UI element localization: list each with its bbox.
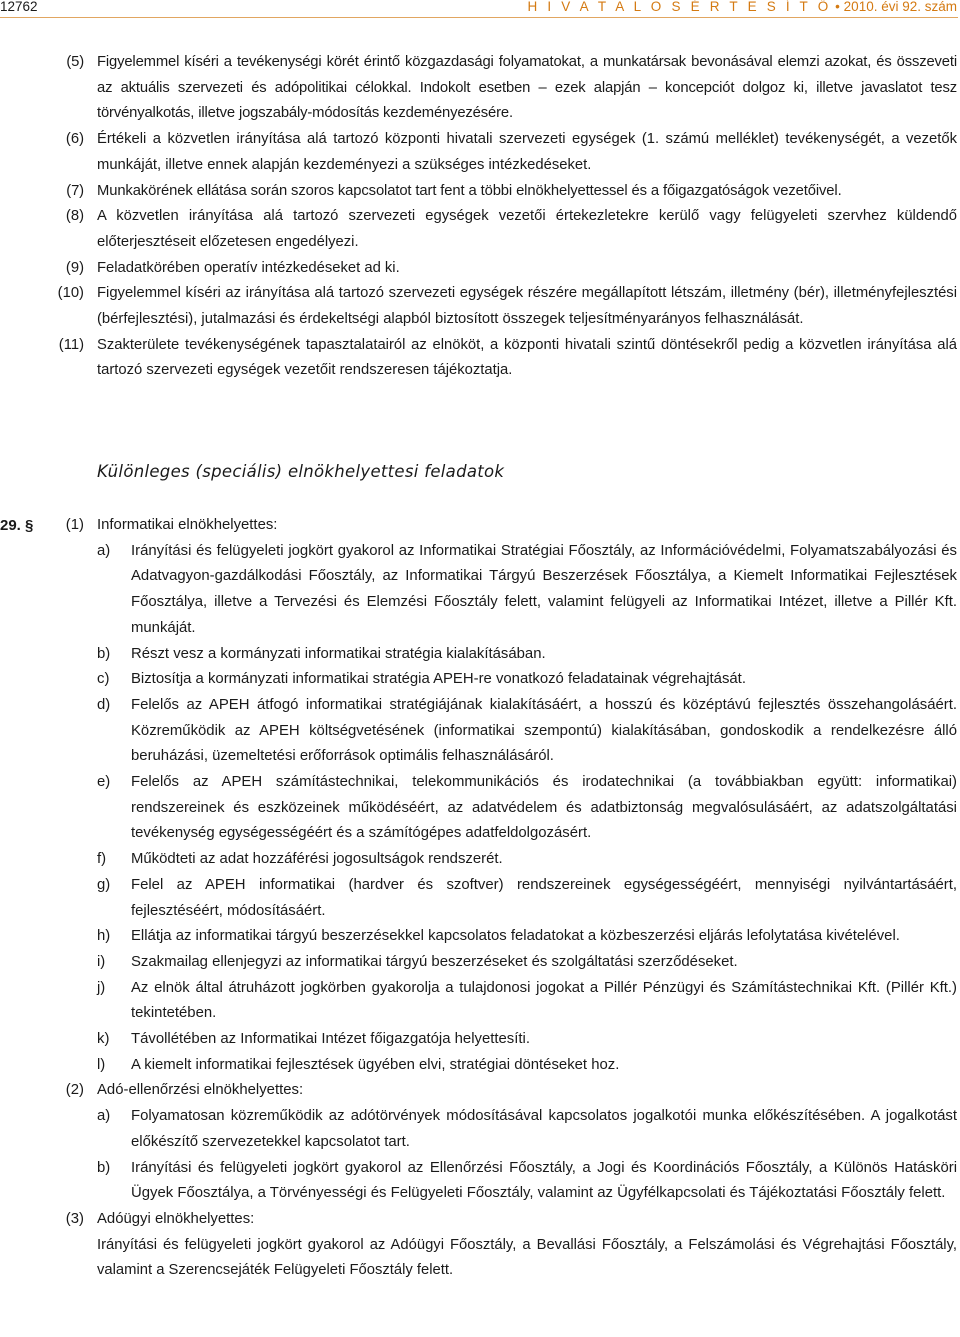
item-letter: e) — [97, 774, 111, 791]
list-item — [0, 667, 960, 693]
issue-number: 2010. évi 92. szám — [843, 0, 957, 14]
paragraph-text: Munkakörének ellátása során szoros kapcsolatot tart fent a többi elnökhelyettessel és a főigazgatóságok vezetőivel. — [97, 182, 842, 199]
item-letter: i) — [97, 953, 106, 970]
list-item — [0, 873, 960, 924]
paragraph-number: (5) — [66, 54, 84, 70]
paragraph-8 — [0, 204, 960, 255]
section-29 — [0, 513, 960, 1284]
item-letter: g) — [97, 876, 111, 893]
item-text: Biztosítja a kormányzati informatikai stratégia APEH-re vonatkozó feladatainak végrehajtását. — [131, 671, 746, 688]
paragraph-text: Szakterülete tevékenységének tapasztalatairól az elnököt, a központi hivatali szintű döntésekről pedig a közvetlen irányítása alá tartozó szervezeti egységek vezetőit rendszeresen tájékoztatja. — [97, 336, 957, 379]
paragraph-10 — [0, 281, 960, 332]
list-item — [0, 642, 960, 668]
paragraph-list — [0, 50, 960, 384]
item-letter: d) — [97, 696, 111, 713]
journal-title: H I V A T A L O S É R T E S Í T Ő — [527, 0, 832, 14]
list-item — [0, 693, 960, 770]
subsection-title: Adó-ellenőrzési elnökhelyettes: — [97, 1082, 304, 1099]
item-text: A kiemelt informatikai fejlesztések ügyében elvi, stratégiai döntéseket hoz. — [131, 1056, 620, 1073]
item-letter: c) — [97, 671, 110, 688]
list-item — [0, 976, 960, 1027]
paragraph-6 — [0, 127, 960, 178]
list-item — [0, 950, 960, 976]
subsection-1-title — [0, 513, 960, 539]
paragraph-5 — [0, 50, 960, 127]
item-text: Felel az APEH informatikai (hardver és szoftver) rendszereinek egységességéért, mennyiségi nyilvántartásáért, fejlesztéséért, módosításáért. — [131, 876, 957, 919]
item-text: Felelős az APEH számítástechnikai, telekommunikációs és irodatechnikai (a továbbiakban együtt: informatikai) rendszereinek és eszközeinek működéséért, az adatvédelem és adatbiztonság megvalósulásáért, az adatszolgáltatási tevékenység egységességéért és a számítógépes adatfeldolgozásért. — [131, 774, 957, 842]
list-item — [0, 1053, 960, 1079]
item-letter: j) — [97, 979, 106, 996]
list-item — [0, 1027, 960, 1053]
item-text: Irányítási és felügyeleti jogkört gyakorol az Informatikai Stratégiai Főosztály, az Információvédelmi, Folyamatszabályozási és Adatvagyon-gazdálkodási Főosztály, az Informatikai Tárgyú Beszerzések Főosztálya, a Kiemelt Informatikai Fejlesztések Főosztálya, illetve a Tervezési és Elemzési Főosztály felett, valamint felügyeli az Informatikai Intézet, illetve a Pillér Kft. munkáját. — [131, 542, 957, 636]
paragraph-text: Figyelemmel kíséri a tevékenységi körét érintő közgazdasági folyamatokat, a munkatársak bevonásával elemzi azokat, és összeveti az aktuális szervezeti és adópolitikai célokkal. Indokolt esetben – ezek alapján – koncepciót dolgoz ki, illetve javaslatot tesz törvényalkotás, illetve jogszabály-módosítás kezdeményezésére. — [97, 54, 957, 122]
running-header — [0, 0, 960, 20]
paragraph-number: (6) — [65, 131, 84, 148]
item-letter: f) — [97, 851, 107, 868]
item-letter: a) — [97, 1108, 111, 1125]
paragraph-text: Értékeli a közvetlen irányítása alá tartozó központi hivatali szervezeti egységek (1. számú melléklet) tevékenységét, a vezetők munkáját, illetve ennek alapján kezdeményezi a szükséges intézkedéseket. — [97, 131, 957, 173]
subsection-2-title — [0, 1078, 960, 1104]
paragraph-7 — [0, 179, 960, 205]
paragraph-text: Figyelemmel kíséri az irányítása alá tartozó szervezeti egységek részére megállapított létszám, illetmény (bér), illetményfejlesztési (bérfejlesztési), jutalmazási és érdekeltségi alapból biztosított összegek teljesítményarányos felhasználását. — [97, 285, 957, 328]
section-heading: Különleges (speciális) elnökhelyettesi feladatok — [97, 462, 505, 481]
item-text: Irányítási és felügyeleti jogkört gyakorol az Ellenőrzési Főosztály, a Jogi és Koordinációs Főosztály, a Különös Hatásköri Ügyek Főosztálya, a Törvényességi és Felügyeleti Főosztály, valamint az Ügyfélkapcsolati és Tájékoztatási Főosztály felett. — [131, 1159, 957, 1202]
header-rule — [0, 17, 958, 18]
item-letter: h) — [97, 928, 111, 945]
item-letter: b) — [97, 1159, 111, 1176]
list-item — [0, 1156, 960, 1207]
paragraph-number: (11) — [58, 336, 84, 353]
list-item — [0, 847, 960, 873]
subsection-title: Informatikai elnökhelyettes: — [97, 517, 278, 533]
paragraph-number: (10) — [57, 285, 84, 302]
subsection-body: Irányítási és felügyeleti jogkört gyakorol az Adóügyi Főosztály, a Bevallási Főosztály, a Felszámolási és Végrehajtási Főosztály, valamint a Szerencsejáték Felügyeleti Főosztály felett. — [97, 1236, 957, 1279]
page-number: 12762 — [0, 0, 38, 14]
paragraph-text: A közvetlen irányítása alá tartozó szervezeti egységek vezetői értekezletekre kerülő vagy felügyeleti szervhez küldendő előterjesztéseit előzetesen engedélyezi. — [97, 208, 957, 250]
subsection-title: Adóügyi elnökhelyettes: — [97, 1210, 255, 1227]
subsection-3-body — [0, 1233, 960, 1284]
item-letter: l) — [97, 1056, 106, 1073]
item-text: Folyamatosan közreműködik az adótörvények módosításával kapcsolatos jogalkotói munka előkészítésében. A jogalkotást előkészítő szervezetekkel kapcsolatot tart. — [131, 1108, 957, 1150]
paragraph-9 — [0, 256, 960, 282]
item-letter: k) — [97, 1031, 110, 1048]
item-letter: a) — [97, 542, 111, 559]
subsection-3-title — [0, 1207, 960, 1233]
paragraph-number: (7) — [66, 182, 84, 199]
item-text: Részt vesz a kormányzati informatikai stratégia kialakításában. — [131, 645, 546, 662]
journal-header — [527, 0, 957, 14]
item-text: Szakmailag ellenjegyzi az informatikai tárgyú beszerzéseket és szolgáltatási szerződéseket. — [131, 953, 738, 970]
paragraph-number: (9) — [65, 259, 84, 276]
subsection-number: (2) — [65, 1082, 84, 1099]
paragraph-11 — [0, 333, 960, 384]
list-item — [0, 1104, 960, 1155]
header-bullet: • — [835, 0, 840, 14]
subsection-number: (3) — [65, 1210, 84, 1227]
subsection-number: (1) — [65, 517, 84, 533]
list-item — [0, 539, 960, 642]
item-text: Távollétében az Informatikai Intézet főigazgatója helyettesíti. — [131, 1031, 530, 1048]
item-text: Ellátja az informatikai tárgyú beszerzésekkel kapcsolatos feladatokat a közbeszerzési eljárás lefolytatása kivételével. — [131, 928, 900, 945]
item-text: Az elnök által átruházott jogkörben gyakorolja a tulajdonosi jogokat a Pillér Pénzügyi és Számítástechnikai Kft. (Pillér Kft.) tekintetében. — [131, 979, 957, 1022]
list-item — [0, 770, 960, 847]
list-item — [0, 924, 960, 950]
section-label: 29. § — [0, 517, 34, 534]
item-text: Működteti az adat hozzáférési jogosultságok rendszerét. — [131, 851, 503, 868]
paragraph-number: (8) — [65, 208, 84, 225]
item-letter: b) — [97, 645, 111, 662]
paragraph-text: Feladatkörében operatív intézkedéseket ad ki. — [97, 259, 400, 276]
item-text: Felelős az APEH átfogó informatikai stratégiájának kialakításáért, a hosszú és középtávú fejlesztés összehangolásáért. Közreműködik az APEH költségvetésének (informatikai szempontú) kialakításában, gondoskodik a rendelkezésre álló beruházási, üzemeltetési erőforrások optimális felhasználásáról. — [131, 696, 957, 765]
